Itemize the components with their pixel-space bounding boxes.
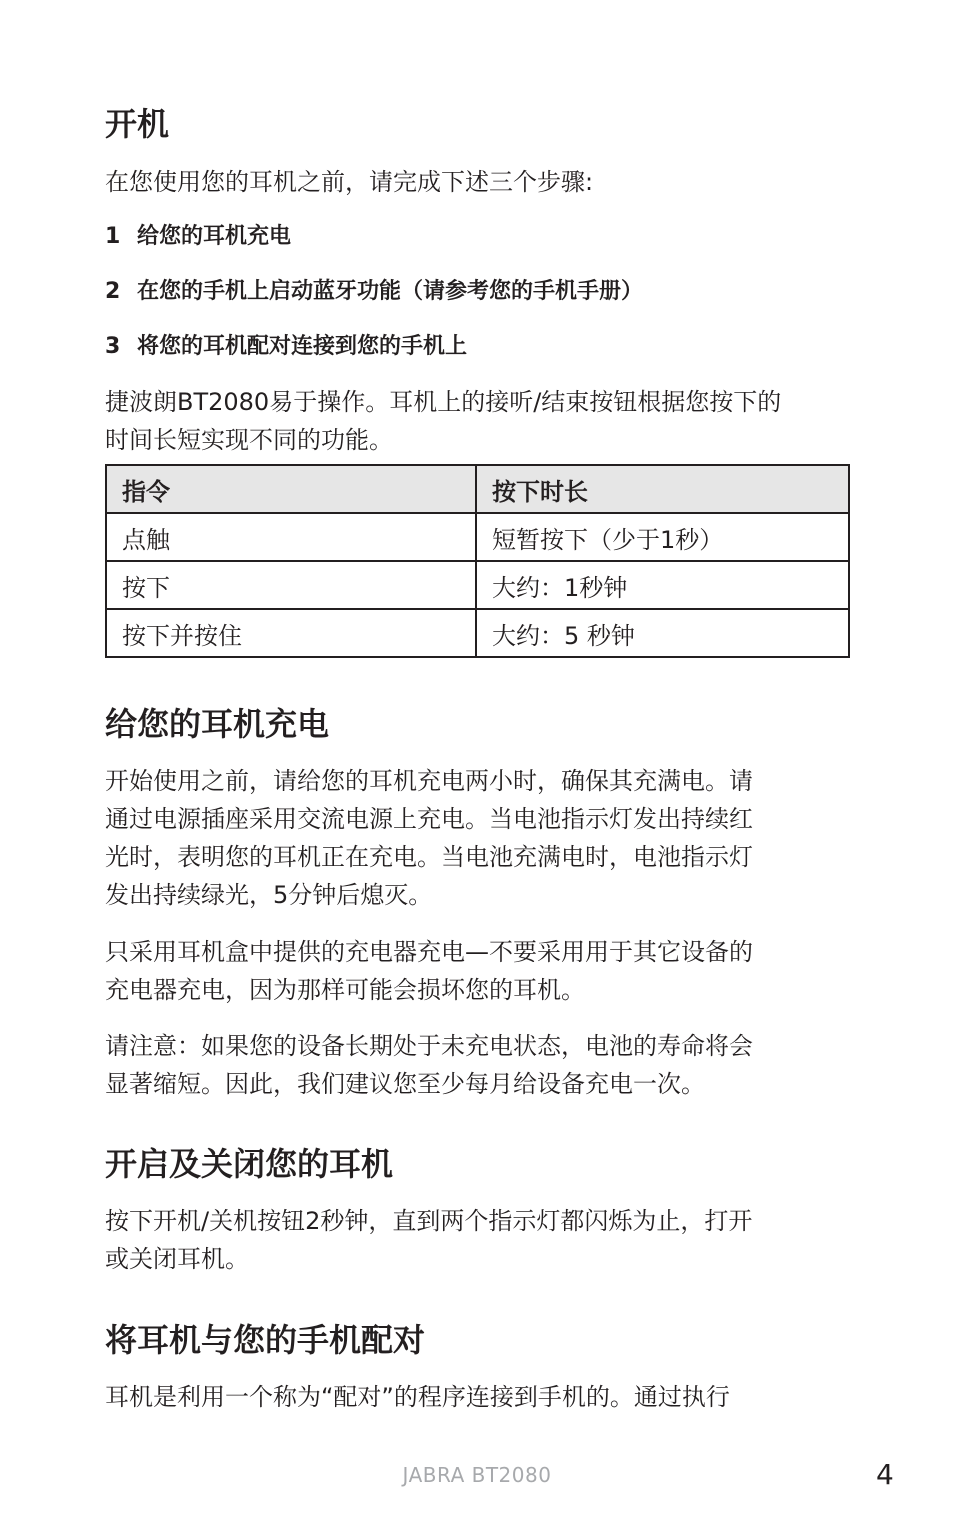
section-title-pairing: 将耳机与您的手机配对 bbox=[105, 1321, 426, 1359]
table-row bbox=[106, 513, 849, 561]
table-header-row bbox=[106, 465, 849, 513]
charge-para-line: 充电器充电，因为那样可能会损坏您的耳机。 bbox=[105, 976, 585, 1004]
charge-para-line: 开始使用之前，请给您的耳机充电两小时，确保其充满电。请 bbox=[105, 767, 753, 795]
step-text: 将您的耳机配对连接到您的手机上 bbox=[137, 334, 468, 359]
charge-note-line: 请注意：如果您的设备长期处于未充电状态，电池的寿命将会 bbox=[105, 1032, 753, 1060]
footer-brand: JABRA BT2080 bbox=[402, 1463, 552, 1487]
table-header-cell: 指令 bbox=[106, 465, 476, 513]
charge-para-line: 只采用耳机盒中提供的充电器充电—不要采用用于其它设备的 bbox=[105, 938, 753, 966]
section-title-power-on: 开机 bbox=[105, 105, 170, 143]
table-header-cell: 按下时长 bbox=[476, 465, 849, 513]
table-cell: 大约：5 秒钟 bbox=[476, 609, 849, 657]
table-cell: 按下 bbox=[106, 561, 476, 609]
step-number: 3 bbox=[105, 334, 121, 359]
on-off-para-line: 按下开机/关机按钮2秒钟，直到两个指示灯都闪烁为止，打开 bbox=[105, 1207, 753, 1235]
charge-para-line: 发出持续绿光，5分钟后熄灭。 bbox=[105, 881, 433, 909]
step-item bbox=[105, 331, 467, 363]
step-text: 在您的手机上启动蓝牙功能（请参考您的手机手册） bbox=[137, 279, 644, 304]
power-on-intro: 在您使用您的耳机之前，请完成下述三个步骤: bbox=[105, 168, 594, 196]
on-off-para-line: 或关闭耳机。 bbox=[105, 1245, 249, 1273]
charge-para-line: 通过电源插座采用交流电源上充电。当电池指示灯发出持续红 bbox=[105, 805, 753, 833]
step-item bbox=[105, 221, 291, 253]
charge-note-line: 显著缩短。因此，我们建议您至少每月给设备充电一次。 bbox=[105, 1070, 705, 1098]
power-on-desc-line: 时间长短实现不同的功能。 bbox=[105, 426, 393, 454]
page-number: 4 bbox=[876, 1458, 894, 1491]
section-title-on-off: 开启及关闭您的耳机 bbox=[105, 1145, 394, 1183]
table-cell: 点触 bbox=[106, 513, 476, 561]
command-table bbox=[105, 464, 850, 658]
table-cell: 按下并按住 bbox=[106, 609, 476, 657]
table-row bbox=[106, 561, 849, 609]
table-cell: 短暂按下（少于1秒） bbox=[476, 513, 849, 561]
step-number: 2 bbox=[105, 279, 121, 304]
step-number: 1 bbox=[105, 224, 121, 249]
charge-para-line: 光时，表明您的耳机正在充电。当电池充满电时，电池指示灯 bbox=[105, 843, 753, 871]
step-item bbox=[105, 276, 643, 308]
pairing-para-line: 耳机是利用一个称为“配对”的程序连接到手机的。通过执行 bbox=[105, 1383, 730, 1411]
section-title-charge: 给您的耳机充电 bbox=[105, 705, 330, 743]
table-row bbox=[106, 609, 849, 657]
step-text: 给您的耳机充电 bbox=[137, 224, 292, 249]
table-cell: 大约：1秒钟 bbox=[476, 561, 849, 609]
power-on-desc-line: 捷波朗BT2080易于操作。耳机上的接听/结束按钮根据您按下的 bbox=[105, 388, 782, 416]
